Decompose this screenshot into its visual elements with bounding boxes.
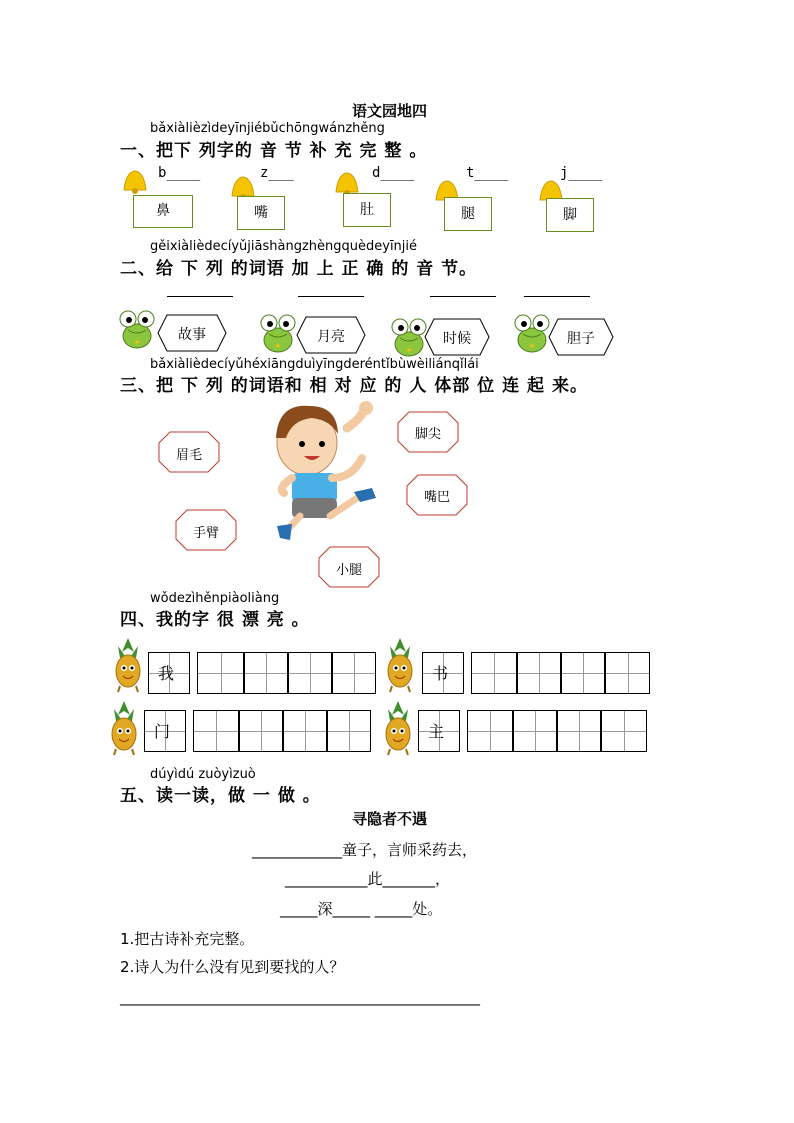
boy-illustration xyxy=(262,398,382,548)
body-word-octagon xyxy=(158,431,220,473)
word-label: 手臂 xyxy=(192,526,219,541)
grid-cell[interactable] xyxy=(244,652,288,694)
word-label: 小腿 xyxy=(335,563,362,578)
grid-cell[interactable] xyxy=(283,710,327,752)
word-label: 嘴巴 xyxy=(423,490,450,505)
blank-t[interactable]: t____ xyxy=(466,165,509,181)
example-char: 门 xyxy=(154,722,171,741)
blank-z[interactable]: z___ xyxy=(260,165,294,181)
pineapple-icon xyxy=(380,699,416,757)
char-box-belly: 肚 xyxy=(343,193,391,227)
frog-icon xyxy=(255,310,301,356)
body-word-octagon xyxy=(397,411,459,453)
question-1: 1.把古诗补充完整。 xyxy=(120,930,255,948)
grid-cell[interactable] xyxy=(605,652,650,694)
grid-cell[interactable] xyxy=(513,710,557,752)
page-title: 语文园地四 xyxy=(352,102,428,120)
pineapple-icon xyxy=(106,699,142,757)
s1-heading: 一、把下 列字的 音 节 补 充 完 整 。 xyxy=(120,141,428,161)
word-hexagon xyxy=(296,316,366,354)
frog-icon xyxy=(114,306,160,352)
grid-cell[interactable] xyxy=(327,710,371,752)
poem-line[interactable]: ____________童子，言师采药去， xyxy=(252,841,478,859)
s2-pinyin: gěixiàlièdecíyǔjiāshàngzhèngquèdeyīnjié xyxy=(150,239,418,254)
word-label: 时候 xyxy=(443,331,471,347)
word-hexagon xyxy=(424,318,490,356)
grid-cell[interactable] xyxy=(239,710,283,752)
answer-line[interactable]: ________________________________________________ xyxy=(120,988,480,1006)
answer-line[interactable] xyxy=(167,296,233,297)
char-box-leg: 腿 xyxy=(444,197,492,231)
s4-pinyin: wǒdezìhěnpiàoliàng xyxy=(150,591,280,606)
grid-cell[interactable] xyxy=(467,710,513,752)
grid-cell[interactable] xyxy=(332,652,376,694)
grid-cell[interactable] xyxy=(471,652,517,694)
s2-heading: 二、给 下 列 的词语 加 上 正 确 的 音 节。 xyxy=(120,259,478,279)
s5-heading: 五、读一读，做 一 做 。 xyxy=(120,786,321,806)
grid-cell[interactable] xyxy=(288,652,332,694)
char-box-mouth: 嘴 xyxy=(237,196,285,230)
s4-heading: 四、我的字 很 漂 亮 。 xyxy=(120,610,310,630)
body-word-octagon xyxy=(318,546,380,588)
pineapple-icon xyxy=(110,636,146,694)
char-box-foot: 脚 xyxy=(546,198,594,232)
s5-pinyin: dúyìdú zuòyìzuò xyxy=(150,767,256,782)
grid-cell[interactable] xyxy=(193,710,239,752)
grid-cell[interactable] xyxy=(197,652,244,694)
word-hexagon xyxy=(157,314,227,352)
example-char: 书 xyxy=(432,664,449,683)
char-box-nose: 鼻 xyxy=(133,195,193,228)
answer-line[interactable] xyxy=(430,296,496,297)
blank-b[interactable]: b____ xyxy=(158,165,201,181)
word-hexagon xyxy=(548,318,614,356)
word-label: 故事 xyxy=(178,327,206,343)
s3-heading: 三、把 下 列 的词语和 相 对 应 的 人 体部 位 连 起 来。 xyxy=(120,376,588,396)
poem-line[interactable]: _____深_____ _____处。 xyxy=(280,900,443,918)
grid-cell[interactable] xyxy=(601,710,647,752)
grid-cell[interactable] xyxy=(561,652,605,694)
example-char: 我 xyxy=(158,664,175,683)
word-label: 眉毛 xyxy=(175,448,202,463)
answer-line[interactable] xyxy=(298,296,364,297)
bell-icon xyxy=(120,168,150,194)
blank-j[interactable]: j____ xyxy=(560,165,603,181)
poem-line[interactable]: ___________此_______， xyxy=(285,870,451,888)
word-label: 胆子 xyxy=(567,331,595,347)
word-label: 脚尖 xyxy=(414,427,441,442)
word-label: 月亮 xyxy=(317,329,345,345)
question-2: 2.诗人为什么没有见到要找的人？ xyxy=(120,958,345,976)
blank-d[interactable]: d____ xyxy=(372,165,415,181)
answer-line[interactable] xyxy=(524,296,590,297)
body-word-octagon xyxy=(175,509,237,551)
pineapple-icon xyxy=(382,636,418,694)
grid-cell[interactable] xyxy=(557,710,601,752)
grid-cell[interactable] xyxy=(517,652,561,694)
s1-pinyin: bǎxiàlièzìdeyīnjiébǔchōngwánzhěng xyxy=(150,121,385,136)
poem-title: 寻隐者不遇 xyxy=(352,810,428,828)
body-word-octagon xyxy=(406,474,468,516)
example-char: 主 xyxy=(428,722,445,741)
s3-pinyin: bǎxiàlièdecíyǔhéxiāngduìyīngderéntǐbùwèiliánqǐlái xyxy=(150,357,479,372)
